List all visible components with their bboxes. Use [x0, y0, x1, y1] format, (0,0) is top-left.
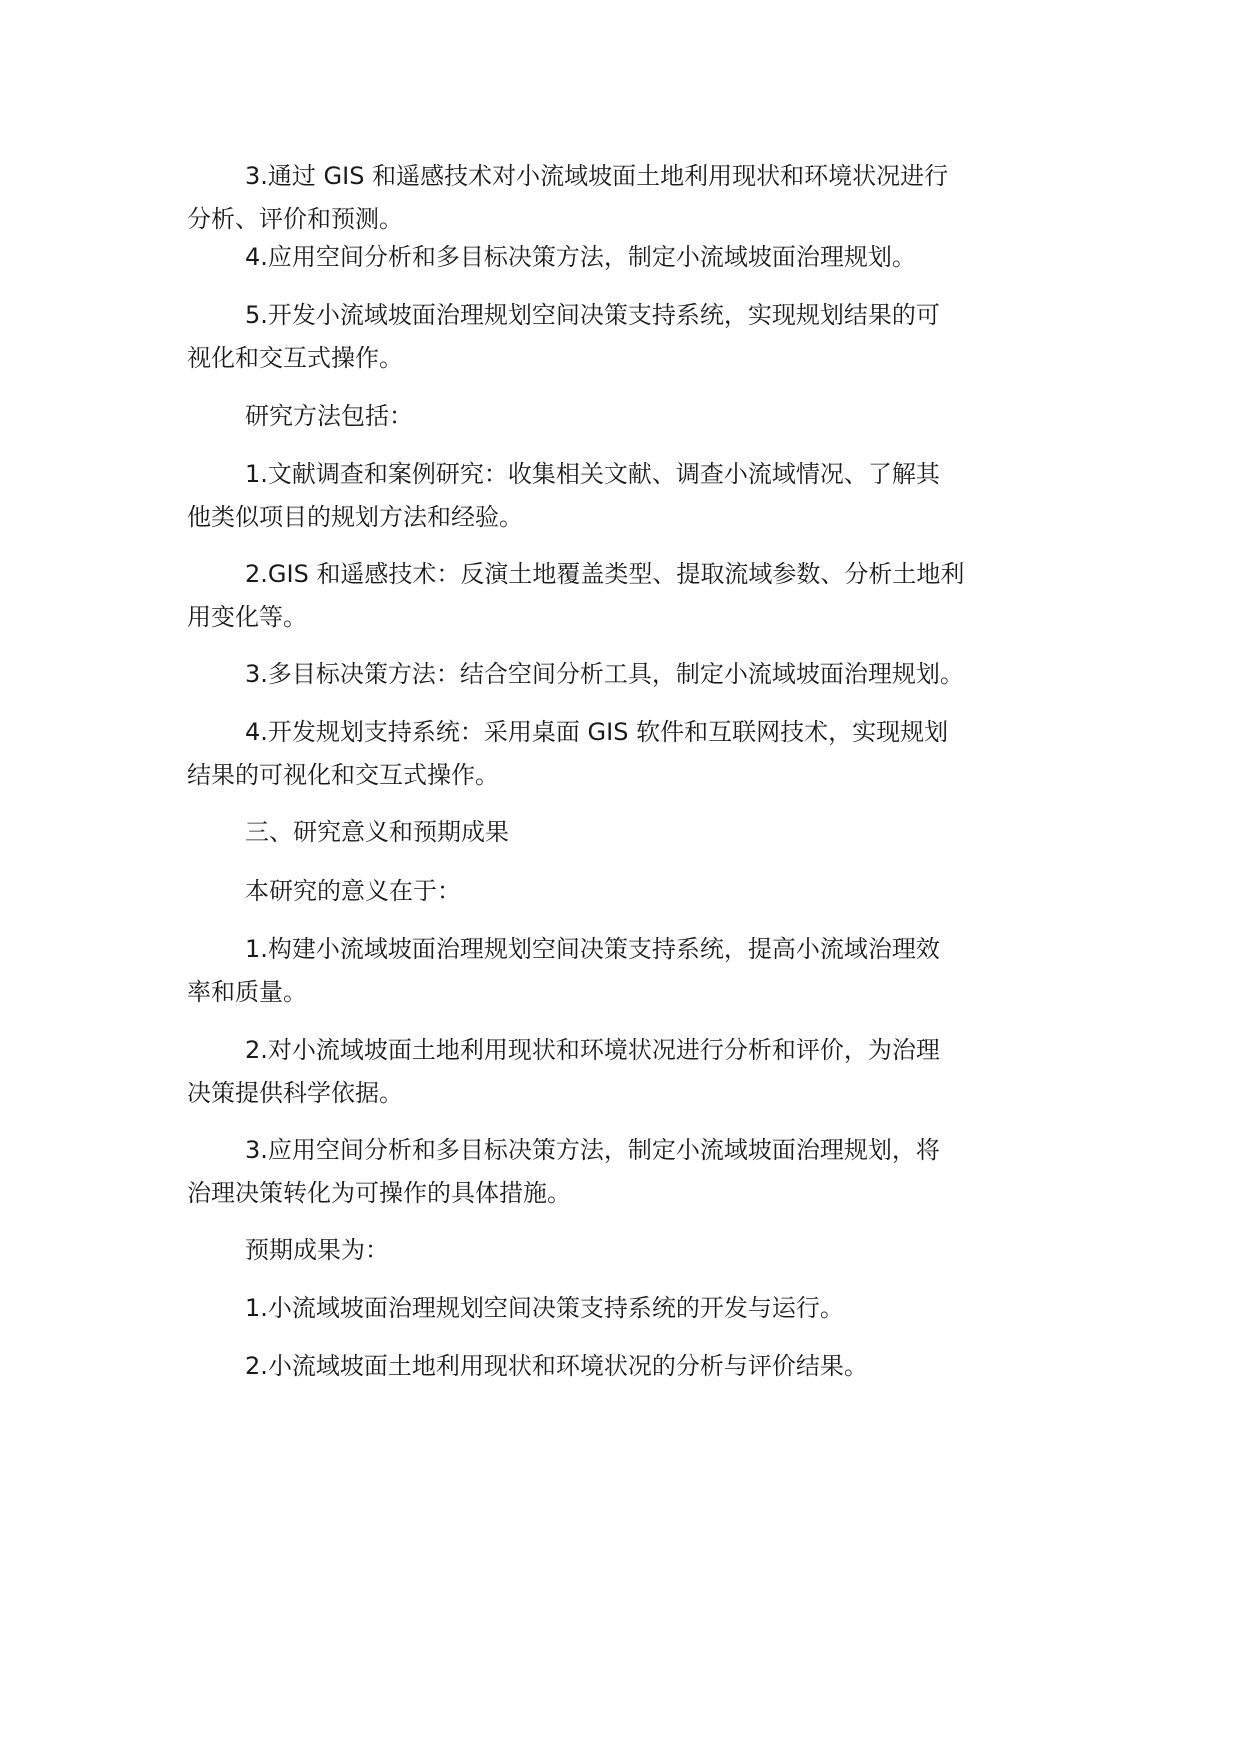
text-line: 4.开发规划支持系统：采用桌面 GIS 软件和互联网技术，实现规划: [245, 718, 949, 746]
text-line: 率和质量。: [187, 978, 307, 1006]
paragraph-outcomes-heading: [187, 1229, 1087, 1272]
text-line: 1.文献调查和案例研究：收集相关文献、调查小流域情况、了解其: [245, 460, 940, 488]
text-line: 3.应用空间分析和多目标决策方法，制定小流域坡面治理规划，将: [245, 1136, 940, 1164]
paragraph-outcome-1: [187, 1287, 1087, 1330]
paragraph-method-3: [187, 653, 1087, 696]
paragraph-objective-4: [187, 236, 1087, 279]
text-line: 3.通过 GIS 和遥感技术对小流域坡面土地利用现状和环境状况进行: [245, 162, 949, 190]
text-line: 研究方法包括：: [245, 402, 413, 430]
text-line: 治理决策转化为可操作的具体措施。: [187, 1179, 571, 1207]
paragraph-significance-3: [187, 1129, 1087, 1215]
text-line: 本研究的意义在于：: [245, 877, 461, 905]
paragraph-method-2: [187, 553, 1087, 639]
text-line: 决策提供科学依据。: [187, 1079, 403, 1107]
paragraph-significance-2: [187, 1029, 1087, 1115]
text-line: 预期成果为：: [245, 1236, 389, 1264]
paragraph-objective-5: [187, 294, 1087, 380]
text-line: 2.对小流域坡面土地利用现状和环境状况进行分析和评价，为治理: [245, 1036, 940, 1064]
paragraph-significance-heading: [187, 870, 1087, 913]
text-line: 视化和交互式操作。: [187, 344, 403, 372]
section-heading: [187, 811, 1087, 854]
text-line: 1.构建小流域坡面治理规划空间决策支持系统，提高小流域治理效: [245, 935, 940, 963]
text-line: 三、研究意义和预期成果: [245, 818, 509, 846]
paragraph-significance-1: [187, 928, 1087, 1014]
paragraph-objective-3: [187, 155, 1087, 241]
text-line: 1.小流域坡面治理规划空间决策支持系统的开发与运行。: [245, 1294, 844, 1322]
text-line: 用变化等。: [187, 603, 307, 631]
text-line: 4.应用空间分析和多目标决策方法，制定小流域坡面治理规划。: [245, 243, 916, 271]
text-line: 3.多目标决策方法：结合空间分析工具，制定小流域坡面治理规划。: [245, 660, 964, 688]
paragraph-outcome-2: [187, 1345, 1087, 1388]
text-line: 2.GIS 和遥感技术：反演土地覆盖类型、提取流域参数、分析土地利: [245, 560, 965, 588]
paragraph-method-1: [187, 453, 1087, 539]
paragraph-methods-heading: [187, 395, 1087, 438]
text-line: 5.开发小流域坡面治理规划空间决策支持系统，实现规划结果的可: [245, 301, 940, 329]
text-line: 分析、评价和预测。: [187, 205, 403, 233]
text-line: 2.小流域坡面土地利用现状和环境状况的分析与评价结果。: [245, 1352, 868, 1380]
text-line: 他类似项目的规划方法和经验。: [187, 503, 523, 531]
text-line: 结果的可视化和交互式操作。: [187, 761, 499, 789]
paragraph-method-4: [187, 711, 1087, 797]
